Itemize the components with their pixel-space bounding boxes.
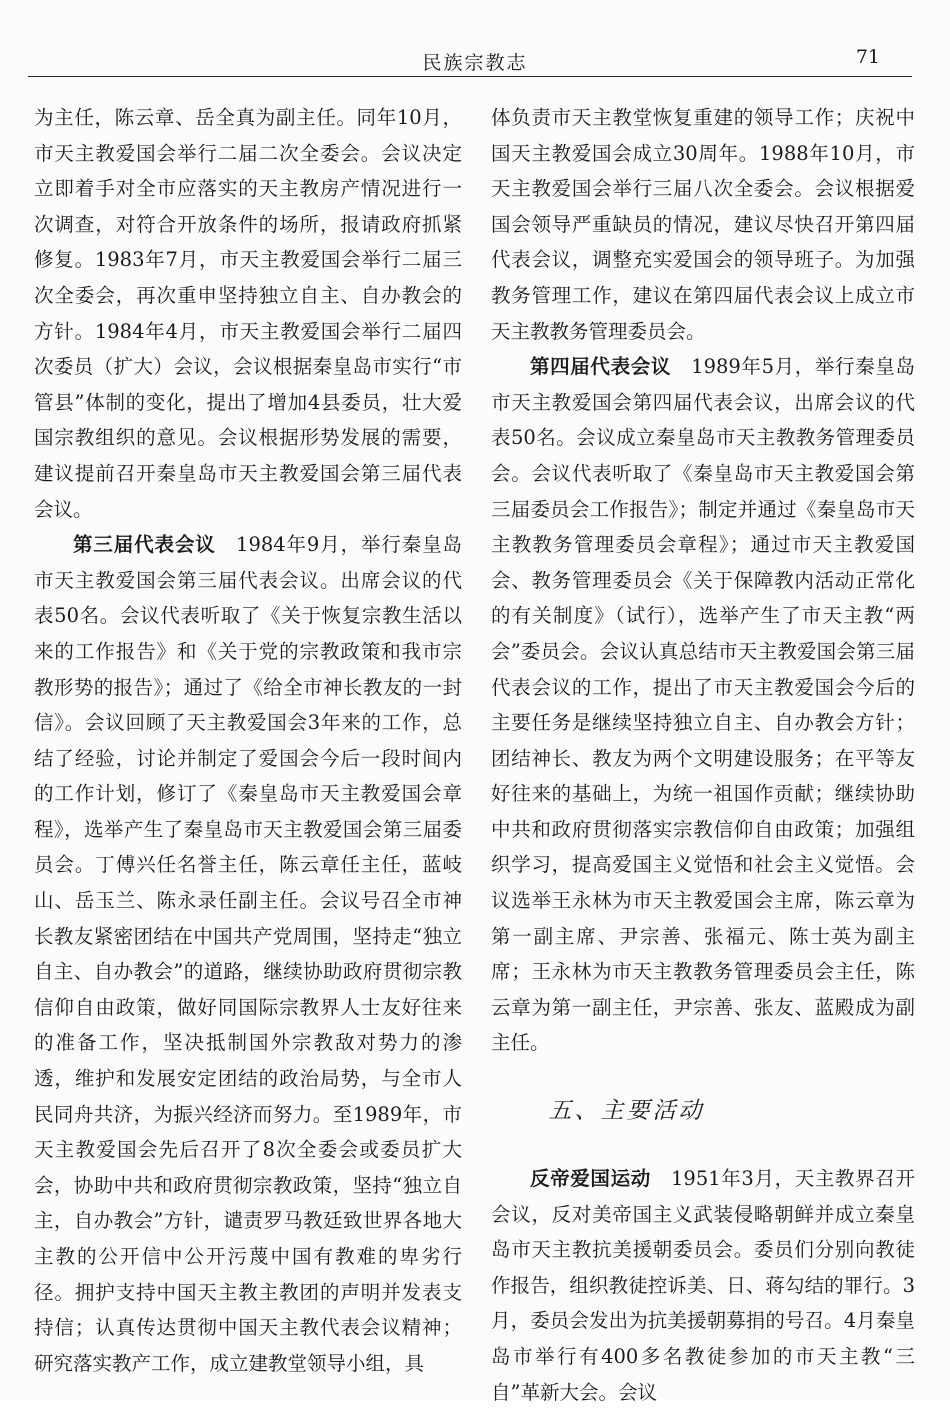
page-number: 71 <box>855 46 880 68</box>
page-header <box>0 0 950 80</box>
paragraph-body: 1951年3月，天主教界召开会议，反对美帝国主义武装侵略朝鲜并成立秦皇岛市天主教抗美援朝委员会。委员们分别向教徒作报告，组织教徒控诉美、日、蒋勾结的罪行。3月，委员会发出为抗美援朝募捐的号召。4月秦皇岛市举行有400多名教徒参加的市天主教“三自”革新大会。会议 <box>491 1167 915 1404</box>
run-in-heading-anti-imperialist: 反帝爱国运动 <box>530 1167 651 1191</box>
header-divider <box>28 76 912 77</box>
left-column <box>34 100 462 1381</box>
paragraph-continuation: 为主任，陈云章、岳全真为副主任。同年10月，市天主教爱国会举行二届二次全委会。会议决定立即着手对全市应落实的天主教房产情况进行一次调查，对符合开放条件的场所，报请政府抓紧修复。1983年7月，市天主教爱国会举行二届三次全委会，再次重申坚持独立自主、自办教会的方针。1984年4月，市天主教爱国会举行二届四次委员（扩大）会议，会议根据秦皇岛市实行“市管县”体制的变化，提出了增加4县委员，壮大爱国宗教组织的意见。会议根据形势发展的需要，建议提前召开秦皇岛市天主教爱国会第三届代表会议。 <box>34 106 462 521</box>
paragraph-anti-imperialist <box>491 1161 915 1410</box>
running-header-title: 民族宗教志 <box>422 52 528 74</box>
section-heading-main-activities: 五、主要活动 <box>548 1098 705 1125</box>
paragraph-fourth-congress <box>491 349 915 1061</box>
paragraph-continuation-right: 体负责市天主教堂恢复重建的领导工作；庆祝中国天主教爱国会成立30周年。1988年10月，市天主教爱国会举行三届八次全委会。会议根据爱国会领导严重缺员的情况，建议尽快召开第四届代表会议，调整充实爱国会的领导班子。为加强教务管理工作，建议在第四届代表会议上成立市天主教教务管理委员会。 <box>491 106 915 343</box>
paragraph-body: 1989年5月，举行秦皇岛市天主教爱国会第四届代表会议，出席会议的代表50名。会议成立秦皇岛市天主教教务管理委员会。会议代表听取了《秦皇岛市天主教爱国会第三届委员会工作报告》；制定并通过《秦皇岛市天主教教务管理委员会章程》；通过市天主教爱国会、教务管理委员会《关于保障教内活动正常化的有关制度》（试行），选举产生了市天主教“两会”委员会。会议认真总结市天主教爱国会第三届代表会议的工作，提出了市天主教爱国会今后的主要任务是继续坚持独立自主、自办教会方针；团结神长、教友为两个文明建设服务；在平等友好往来的基础上，为统一祖国作贡献；继续协助中共和政府贯彻落实宗教信仰自由政策；加强组织学习，提高爱国主义觉悟和社会主义觉悟。会议选举王永林为市天主教爱国会主席，陈云章为第一副主席、尹宗善、张福元、陈士英为副主席；王永林为市天主教教务管理委员会主任，陈云章为第一副主任，尹宗善、张友、蓝殿成为副主任。 <box>491 355 915 1055</box>
run-in-heading-fourth-congress: 第四届代表会议 <box>530 355 672 379</box>
paragraph-body: 1984年9月，举行秦皇岛市天主教爱国会第三届代表会议。出席会议的代表50名。会议代表听取了《关于恢复宗教生活以来的工作报告》和《关于党的宗教政策和我市宗教形势的报告》；通过了《给全市神长教友的一封信》。会议回顾了天主教爱国会3年来的工作，总结了经验，讨论并制定了爱国会今后一段时间内的工作计划，修订了《秦皇岛市天主教爱国会章程》，选举产生了秦皇岛市天主教爱国会第三届委员会。丁傅兴任名誉主任，陈云章任主任，蓝岐山、岳玉兰、陈永录任副主任。会议号召全市神长教友紧密团结在中国共产党周围，坚持走“独立自主、自办教会”的道路，继续协助政府贯彻宗教信仰自由政策，做好同国际宗教界人士友好往来的准备工作，坚决抵制国外宗教敌对势力的渗透，维护和发展安定团结的政治局势，与全市人民同舟共济，为振兴经济而努力。至1989年，市天主教爱国会先后召开了8次全委会或委员扩大会，协助中共和政府贯彻宗教政策，坚持“独立自主，自办教会”方针，谴责罗马教廷致世界各地大主教的公开信中公开污蔑中国有教难的卑劣行径。拥护支持中国天主教主教团的声明并发表支持信；认真传达贯彻中国天主教代表会议精神；研究落实教产工作，成立建教堂领导小组，具 <box>34 533 462 1375</box>
run-in-heading-third-congress: 第三届代表会议 <box>73 533 216 557</box>
right-column <box>491 100 915 1410</box>
paragraph-third-congress <box>34 527 462 1381</box>
